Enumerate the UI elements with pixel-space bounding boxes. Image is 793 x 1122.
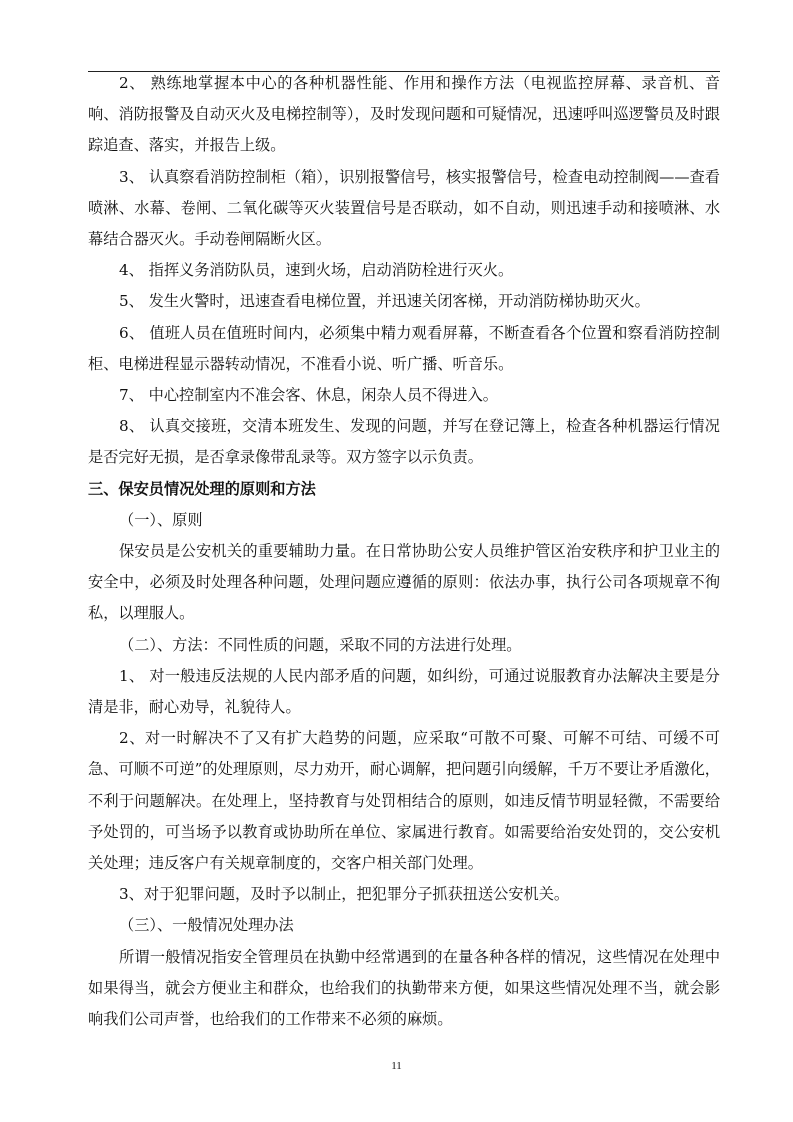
page-number: 11 bbox=[391, 1060, 402, 1072]
subheading-methods: （二）、方法：不同性质的问题，采取不同的方法进行处理。 bbox=[119, 635, 522, 654]
paragraph-method-1: 1、 对一般违反法规的人民内部矛盾的问题，如纠纷，可通过说服教育办法解决主要是分清是非，耐心劝导，礼貌待人。 bbox=[88, 666, 720, 717]
paragraph-principles: 保安员是公安机关的重要辅助力量。在日常协助公安人员维护管区治安秩序和护卫业主的安全中，必须及时处理各种问题，处理问题应遵循的原则：依法办事，执行公司各项规章不徇私，以理服人。 bbox=[88, 542, 720, 623]
paragraph-item-5: 5、 发生火警时，迅速查看电梯位置，并迅速关闭客梯，开动消防梯协助灭火。 bbox=[119, 292, 650, 311]
paragraph-item-3: 3、 认真察看消防控制柜（箱），识别报警信号，核实报警信号，检查电动控制阀——查看喷淋、水幕、卷闸、二氧化碳等灭火装置信号是否联动，如不自动，则迅速手动和接喷淋、水幕结合器灭火。手动卷闸隔断火区。 bbox=[88, 167, 720, 249]
paragraph-general-handling: 所谓一般情况指安全管理员在执勤中经常遇到的在量各种各样的情况，这些情况在处理中如果得当，就会方便业主和群众，也给我们的执勤带来方便，如果这些情况处理不当，就会影响我们公司声誉，也给我们的工作带来不必须的麻烦。 bbox=[88, 947, 720, 1029]
paragraph-item-7: 7、 中心控制室内不准会客、休息，闲杂人员不得进入。 bbox=[119, 386, 498, 405]
paragraph-item-2: 2、 熟练地掌握本中心的各种机器性能、作用和操作方法（电视监控屏幕、录音机、音响、消防报警及自动灭火及电梯控制等），及时发现问题和可疑情况，迅速呼叫巡逻警员及时跟踪追查、落实，并报告上级。 bbox=[88, 74, 720, 155]
section-heading: 三、保安员情况处理的原则和方法 bbox=[88, 479, 316, 498]
paragraph-method-3: 3、对于犯罪问题，及时予以制止，把犯罪分子抓获扭送公安机关。 bbox=[119, 885, 570, 904]
paragraph-item-8: 8、 认真交接班，交清本班发生、发现的问题，并写在登记簿上，检查各种机器运行情况是否完好无损，是否拿录像带乱录等。双方签字以示负责。 bbox=[88, 417, 720, 467]
subheading-principles: （一）、原则 bbox=[119, 510, 203, 529]
paragraph-item-6: 6、 值班人员在值班时间内，必须集中精力观看屏幕，不断查看各个位置和察看消防控制柜、电梯进程显示器转动情况，不准看小说、听广播、听音乐。 bbox=[88, 323, 720, 373]
subheading-general-handling: （三）、一般情况处理办法 bbox=[119, 916, 294, 935]
paragraph-method-2: 2、对一时解决不了又有扩大趋势的问题，应采取“可散不可聚、可解不可结、可缓不可急、可顺不可逆”的处理原则，尽力劝开，耐心调解，把问题引向缓解，千万不要让矛盾激化，不利于问题解决。在处理上，坚持教育与处罚相结合的原则，如违反情节明显轻微，不需要给予处罚的，可当场予以教育或协助所在单位、家属进行教育。如需要给治安处罚的，交公安机关处理；违反客户有关规章制度的，交客户相关部门处理。 bbox=[88, 729, 720, 873]
document-body bbox=[88, 68, 720, 1035]
paragraph-item-4: 4、 指挥义务消防队员，速到火场，启动消防栓进行灭火。 bbox=[119, 261, 514, 280]
